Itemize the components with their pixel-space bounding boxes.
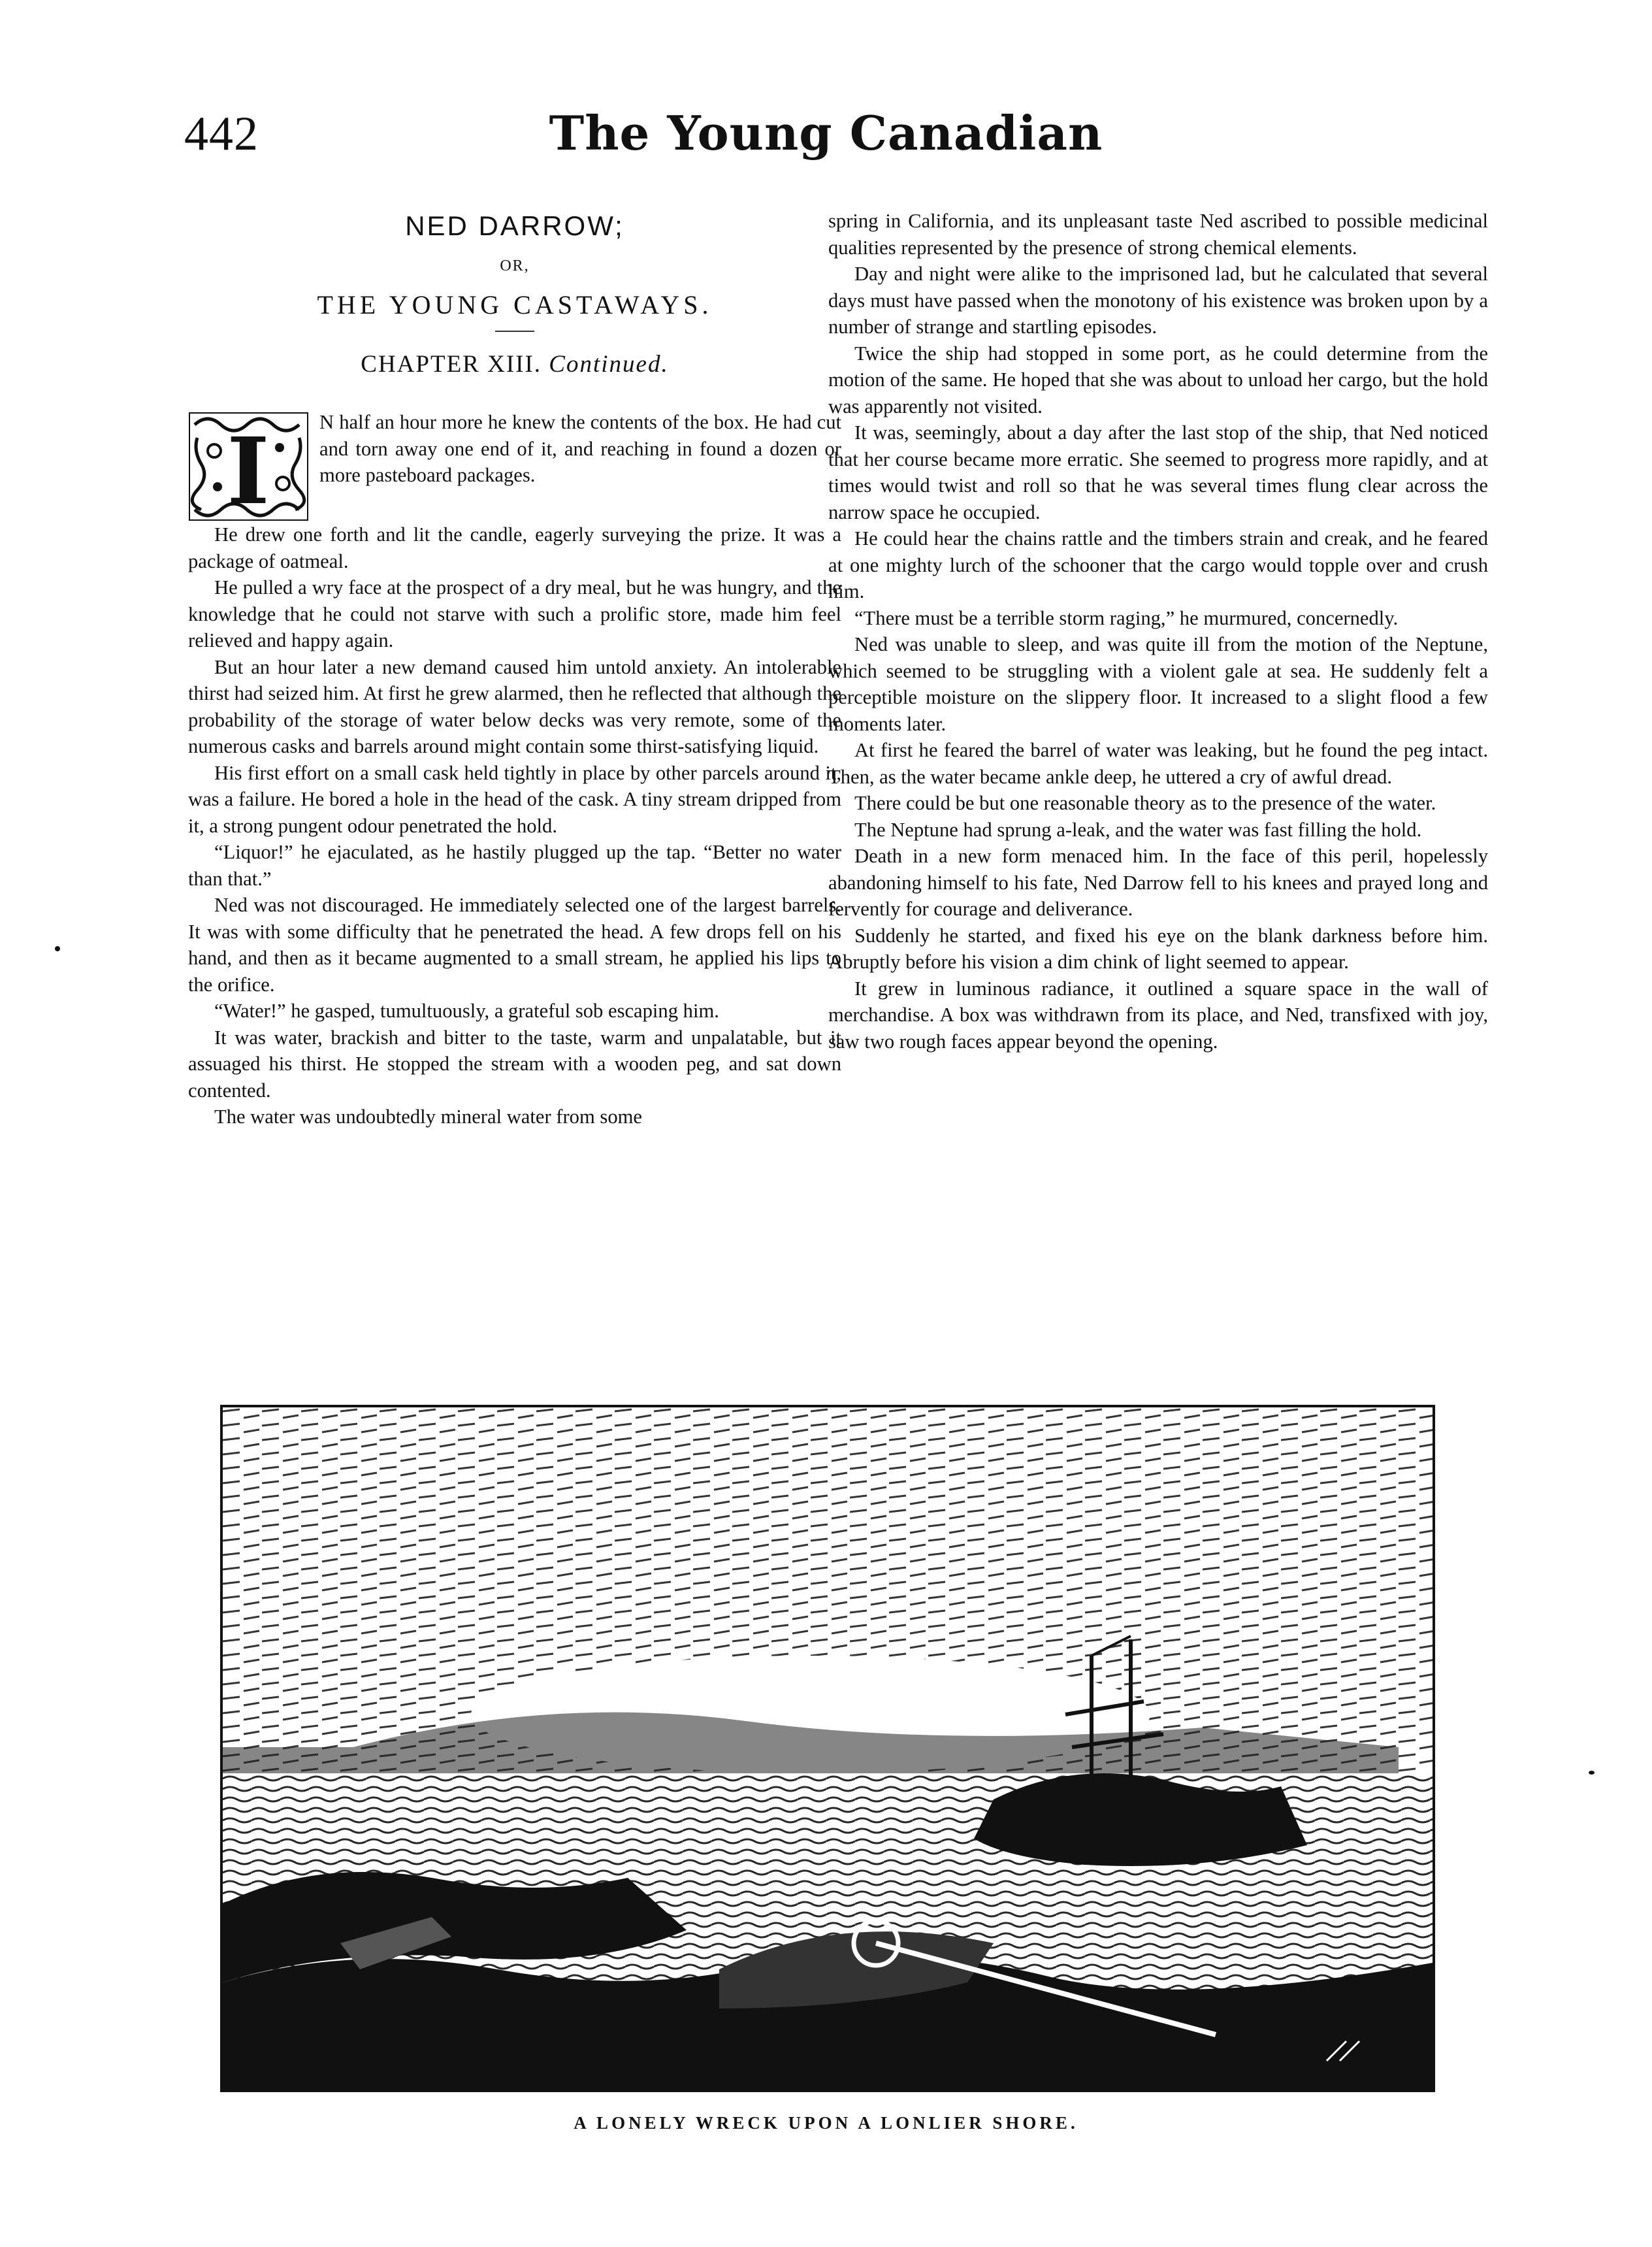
paragraph: Death in a new form menaced him. In the face of this peril, hopelessly abandoning himself to his fate, Ned Darrow fell to his knees and prayed long and fervently for courage and deliverance. [828,845,1488,920]
paragraph: He pulled a wry face at the prospect of a dry meal, but he was hungry, and the knowledge that he could not starve with such a prolific store, made him feel relieved and happy again. [188,576,841,651]
story-or: OR, [500,257,530,274]
paragraph: His first effort on a small cask held tightly in place by other parcels around it, was a failure. He bored a hole in the head of the cask. A tiny stream dripped from it, a strong pungent odour penetrated the hold. [188,761,841,837]
right-column [828,208,1488,1055]
paragraph: He could hear the chains rattle and the timbers strain and creak, and he feared at one mighty lurch of the schooner that the cargo would topple over and crush him. [828,527,1488,602]
story-title: NED DARROW; [405,210,624,241]
paragraph: “Liquor!” he ejaculated, as he hastily plugged up the tap. “Better no water than that.” [188,841,841,890]
paragraph: It was water, brackish and bitter to the taste, warm and unpalatable, but it assuaged his thirst. He stopped the stream with a wooden peg, and sat down contented. [188,1026,841,1102]
chapter-note: Continued. [549,350,669,378]
paragraph: There could be but one reasonable theory as to the presence of the water. [854,792,1436,814]
paragraph: But an hour later a new demand caused him untold anxiety. An intolerable thirst had seized him. At first he grew alarmed, then he reflected that although the probability of the storage of water below decks was very remote, some of the numerous casks and barrels around might contain some thirst-satisfying liquid. [188,655,841,757]
paragraph: Suddenly he started, and fixed his eye on the blank darkness before him. Abruptly before his vision a dim chink of light seemed to appear. [828,924,1488,973]
margin-speck [1589,1771,1595,1775]
shipwreck-engraving [220,1405,1435,2092]
paragraph: Ned was not discouraged. He immediately selected one of the largest barrels. It was with some difficulty that he penetrated the head. A few drops fell on his hand, and then as it became augmented to a small stream, he applied his lips to the orifice. [188,894,841,996]
page-number: 442 [184,107,259,161]
paragraph: It grew in luminous radiance, it outlined a square space in the wall of merchandise. A box was withdrawn from its place, and Ned, transfixed with joy, saw two rough faces appear beyond the opening. [828,977,1488,1053]
paragraph: He drew one forth and lit the candle, eagerly surveying the prize. It was a package of oatmeal. [188,523,841,572]
paragraph: N half an hour more he knew the contents of the box. He had cut and torn away one end of it, and reaching in found a dozen or more pasteboard packages. [319,411,841,486]
paragraph: The water was undoubtedly mineral water from some [214,1106,643,1128]
paragraph: “There must be a terrible storm raging,” he murmured, concernedly. [854,606,1399,629]
dropcap-ornament [188,412,309,521]
paragraph: Twice the ship had stopped in some port, as he could determine from the motion of the same. He hoped that she was about to unload her cargo, but the hold was apparently not visited. [828,342,1488,418]
paragraph: “Water!” he gasped, tumultuously, a grateful sob escaping him. [214,1000,719,1022]
story-subtitle: THE YOUNG CASTAWAYS. [317,290,713,320]
chapter-heading [188,352,841,378]
paragraph: Day and night were alike to the imprisoned lad, but he calculated that several days must have passed when the monotony of his existence was broken upon by a number of strange and startling episodes. [828,263,1488,338]
margin-speck [55,946,60,951]
left-column [188,208,841,1130]
paragraph: At first he feared the barrel of water was leaking, but he found the peg intact. Then, as the water became ankle deep, he uttered a cry of awful dread. [828,739,1488,788]
illustration-caption: A LONELY WRECK UPON A LONLIER SHORE. [574,2113,1078,2133]
title-rule [495,331,534,332]
paragraph: Ned was unable to sleep, and was quite ill from the motion of the Neptune, which seemed to be struggling with a violent gale at sea. He suddenly felt a perceptible moisture on the slippery floor. It increased to a slight flood a few moments later. [828,633,1488,735]
chapter-number: CHAPTER XIII. [361,350,542,378]
svg-text:I: I [227,418,270,521]
paragraph: The Neptune had sprung a-leak, and the water was fast filling the hold. [854,818,1422,841]
opening-paragraph [188,409,841,521]
paragraph: It was, seemingly, about a day after the last stop of the ship, that Ned noticed that her course became more erratic. She seemed to progress more rapidly, and at times would twist and roll so that he was several times flung clear across the narrow space he occupied. [828,421,1488,523]
paragraph: spring in California, and its unpleasant taste Ned ascribed to possible medicinal qualities represented by the presence of strong chemical elements. [828,210,1488,259]
masthead-title: The Young Canadian [549,105,1103,161]
